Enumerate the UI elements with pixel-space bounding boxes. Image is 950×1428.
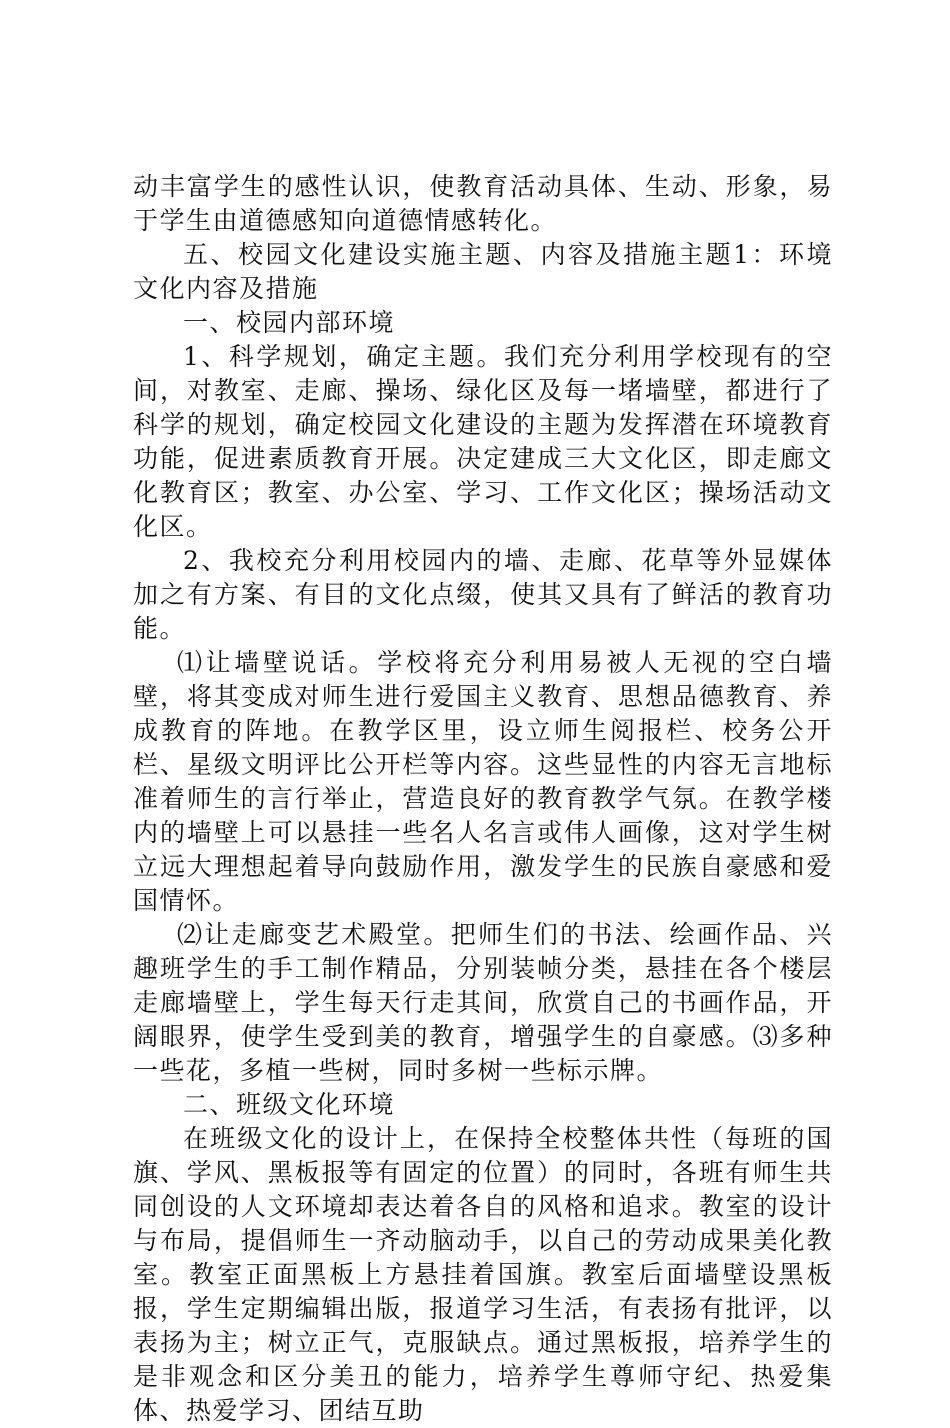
subheading-class-environment: 二、班级文化环境 bbox=[183, 1090, 396, 1119]
document-body bbox=[133, 170, 833, 1428]
paragraph-planning: 1、科学规划，确定主题。我们充分利用学校现有的空间，对教室、走廊、操场、绿化区及每一堵墙壁，都进行了科学的规划，确定校园文化建设的主题为发挥潜在环境教育功能，促进素质教育开展。决定建成三大文化区，即走廊文化教育区；教室、办公室、学习、工作文化区；操场活动文化区。 bbox=[133, 342, 833, 541]
paragraph-corridor: ⑵让走廊变艺术殿堂。把师生们的书法、绘画作品、兴趣班学生的手工制作精品，分别装帧分类，悬挂在各个楼层走廊墙壁上，学生每天行走其间，欣赏自己的书画作品，开阔眼界，使学生受到美的教育，增强学生的自豪感。⑶多种一些花，多植一些树，同时多树一些标示牌。 bbox=[133, 920, 833, 1085]
paragraph-walls: ⑴让墙壁说话。学校将充分利用易被人无视的空白墙壁，将其变成对师生进行爱国主义教育、思想品德教育、养成教育的阵地。在教学区里，设立师生阅报栏、校务公开栏、星级文明评比公开栏等内容。这些显性的内容无言地标准着师生的言行举止，营造良好的教育教学气氛。在教学楼内的墙壁上可以悬挂一些名人名言或伟人画像，这对学生树立远大理想起着导向鼓励作用，激发学生的民族自豪感和爱国情怀。 bbox=[133, 648, 833, 915]
paragraph-continuation: 动丰富学生的感性认识，使教育活动具体、生动、形象，易于学生由道德感知向道德情感转化。 bbox=[133, 172, 833, 235]
paragraph-media: 2、我校充分利用校园内的墙、走廊、花草等外显媒体加之有方案、有目的文化点缀，使其又具有了鲜活的教育功能。 bbox=[133, 546, 833, 643]
paragraph-class-culture: 在班级文化的设计上，在保持全校整体共性（每班的国旗、学风、黑板报等有固定的位置）的同时，各班有师生共同创设的人文环境却表达着各自的风格和追求。教室的设计与布局，提倡师生一齐动脑动手，以自己的劳动成果美化教室。教室正面黑板上方悬挂着国旗。教室后面墙壁设黑板报，学生定期编辑出版，报道学习生活，有表扬有批评，以表扬为主；树立正气，克服缺点。通过黑板报，培养学生的是非观念和区分美丑的能力，培养学生尊师守纪、热爱集体、热爱学习、团结互助 bbox=[133, 1124, 833, 1425]
section-heading-five: 五、校园文化建设实施主题、内容及措施主题1：环境文化内容及措施 bbox=[133, 240, 833, 303]
subheading-campus-environment: 一、校园内部环境 bbox=[183, 308, 396, 337]
